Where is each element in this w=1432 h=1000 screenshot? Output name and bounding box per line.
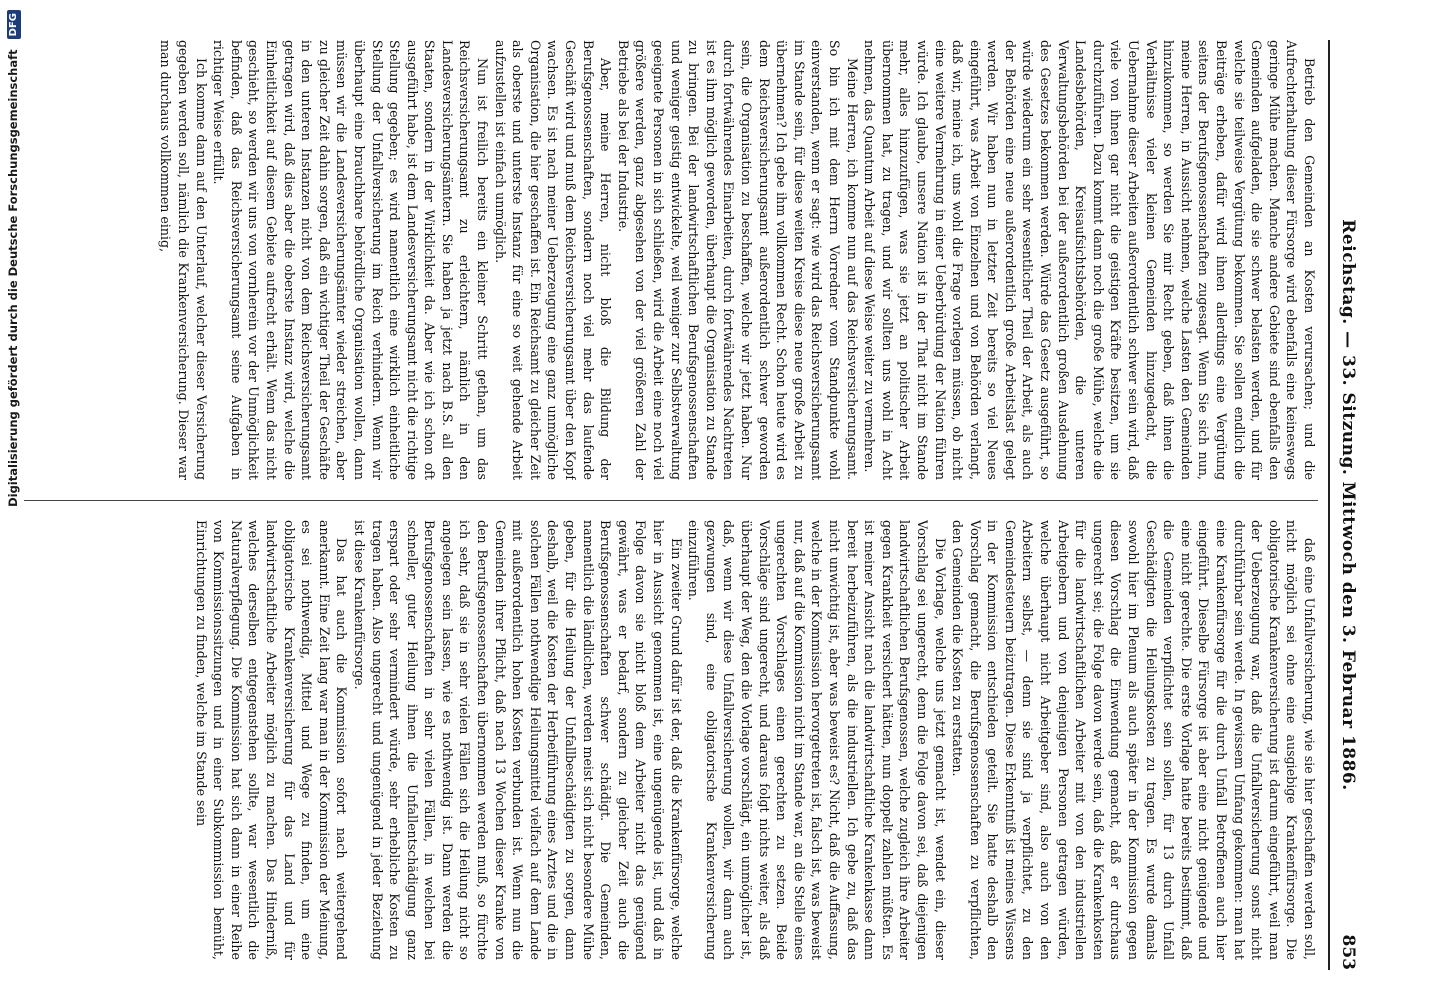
left-text-column — [18, 40, 1318, 480]
paragraph: Aber, meine Herren, nicht bloß die Bildung der Berufsgenossenschaften, sondern noch viel mehr das laufende Geschäft wird und muß dem Reichsversicherungsamt über den Kopf wachsen. Es ist nach meiner Ueberzeugung eine ganz unmögliche Organisation, die hier geschaffen ist. Ein Reichsamt zu gleicher Zeit als oberste und unterste Instanz für eine so weit gehende Arbeit aufzustellen ist einfach unmöglich. — [492, 40, 614, 480]
paragraph: Betrieb den Gemeinden an Kosten verursachen; und die Aufrechterhaltung dieser Fürsorge wird ebenfalls eine keineswegs geringe Mühe machen. Manche andere Gebiete sind ebenfalls den Gemeinden aufgeladen, die sie schwer belasten werden, und für welche sie teilweise Vergütung bekommen. Sie sollen endlich die Beiträge erheben, dafür wird ihnen allerdings eine Vergütung seitens der Berufsgenossenschaften zugesagt. Wenn Sie sich nun, meine Herren, in Aussicht nehmen, welche Lasten den Gemeinden hinzukommen, so werden Sie mir Recht geben, daß ihnen die Verhältnisse vieler kleinen Gemeinden hinzugedacht, die Uebernahme dieser Arbeiten außerordentlich schwer sein wird, daß viele von ihnen gar nicht die geistigen Kräfte besitzen, um sie durchzuführen. Dazu kommt dann noch die große Mühe, welche die Landesbehörden, Kreisaufsichtsbehörden, die unteren Verwaltungsbehörden bei der außerordentlich großen Ausdehnung des Gesetzes bekommen werden. Würde das Gesetz ausgeführt, so würde wiederum ein sehr wesentlicher Theil der Arbeit, als auch der Behörden eine neue außerordentlich große Arbeitslast gelegt werden. Wir haben nun in letzter Zeit bereits so viel Neues eingeführt, was Arbeit von Einzelnen und von Behörden verlangt, daß wir, meine ich, uns wohl die Frage vorlegen müssen, ob nicht eine weitere Vermehrung in einer Ueberbürdung der Nation führen würde. Ich glaube, unsere Nation ist in der That nicht im Stande mehr, alles hinzuzufügen, was sie jetzt an politischer Arbeit übernommen hat, zu tragen, und wir sollten uns wohl in Acht nehmen, das Quantum Arbeit auf diese Weise weiter zu vermehren. — [862, 40, 1317, 480]
credit-text-wrapper — [2, 0, 24, 1000]
paragraph: Die Vorlage, welche uns jetzt gemacht ist, wendet ein, dieser Vorschlag sei ungerecht, denn die Folge davon sei, daß diejenigen landwirtschaftlichen Berufsgenossen, welche zugleich ihre Arbeiter gegen Krankheit versichert hätten, nun doppelt zahlen müßten. Es ist meiner Ansicht nach die landwirtschaftliche Krankenkasse dann bereit herbeizuführen, als die industriellen. Ich gebe zu, daß das nicht unwichtig ist, aber was beweist es? Nicht, daß die Auffassung, welche in der Kommission hervorgetreten ist, falsch ist, was beweist nur, daß auf die Kommission nicht im Stande war, an die Stelle eines ungerechten Vorschlages einen gerechten zu setzen. Beide Vorschläge sind ungerecht, und daraus folgt nichts weiter, als daß überhaupt der Weg, den die Vorlage vorschlägt, ein unmöglicher ist, daß, wenn wir diese Unfallversicherung wollen, wir dann auch gezwungen sind, eine obligatorische Krankenversicherung einzuführen. — [686, 520, 948, 960]
page-number: 853 — [1338, 934, 1358, 970]
column-divider — [18, 500, 1318, 501]
paragraph: Das hat auch die Kommission sofort nach weitergehend anerkannt. Eine Zeit lang war man in der Kommission der Meinung, es sei nothwendig, Mittel und Wege zu finden, um eine obligatorische Krankenversicherung für das Land und für landwirtschaftliche Arbeiter möglich zu machen. Das Hinderniß, welches derselben entgegenstehen sollte, war wesentlich die Naturalverpflegung. Die Kommission hat sich dann in einer Reihe von Kommissionssitzungen und in einer Subkommission bemüht, Einrichtungen zu finden, welche im Stande sein — [193, 520, 350, 960]
paragraph: Ich komme dann auf den Unterlauf, welcher dieser Versicherung gegeben werden soll, nämlich die Krankenversicherung. Dieser war man durchaus vollkommen einig, — [158, 40, 209, 480]
right-text-column — [18, 520, 1318, 960]
page-header — [1328, 40, 1360, 970]
paragraph: Ein zweiter Grund dafür ist der, daß die Krankenfürsorge, welche hier in Aussicht genommen ist, eine ungenügende ist, und daß in Folge davon sie nicht bloß dem Arbeiter nicht das genügend gewährt, was er bedarf, sondern zu gleicher Zeit auch die Berufsgenossenschaften schwer schädigt. Die Gemeinden, namentlich die ländlichen, werden meist sich nicht besondere Mühe geben, für die Heilung der Unfallbeschädigten zu sorgen, dann deshalb, weil die Kosten der Herbeiführung eines Arztes und die in solchen Fällen nothwendige Heilungsmittel vielfach auf dem Lande mit außerordentlich hohen Kosten verbunden ist. Wenn nun die Gemeinden ihrer Pflicht, daß nach 13 Wochen dieser Kranke von den Berufsgenossenschaften übernommen werden muß, so fürchte ich sehr, daß sie in sehr vielen Fällen sich die Heilung nicht so angelegen sein lassen, wie es nothwendig ist. Dann werden die Berufsgenossenschaften in sehr vielen Fällen, in welchen bei schneller, guter Heilung ihnen die Unfallentschädigung ganz erspart oder sehr vermindert würde, sehr erhebliche Kosten zu tragen haben. Also ungerecht und ungenügend in jeder Beziehung ist diese Krankenfürsorge. — [351, 520, 684, 960]
credit-text: Digitalisierung gefördert durch die Deutsche Forschungsgemeinschaft — [6, 49, 20, 507]
paragraph: Meine Herren, ich komme nun auf das Reichsversicherungsamt. So bin ich mit dem Herrn Vorredner vom Standpunkte wohl einverstanden, wenn er sagt: wie wird das Reichsversicherungsamt im Stande sein, für diese weiten Kreise diese neue große Arbeit zu übernehmen? Ich gebe ihm vollkommen Recht. Schon heute wird es dem Reichsversicherungsamt außerordentlich schwer geworden sein, die Organisation zu beschaffen, welche wir jetzt haben. Nur durch fortwährendes Einarbeiten, durch fortwährendes Nachtreten ist es ihm möglich geworden, überhaupt die Organisation zu Stande zu bringen. Bei der landwirtschaftlichen Berufsgenossenschaften und weniger geistig entwickelte, weil weniger zur Selbstverwaltung geeignete Personen in sich schließen, wird die Arbeit eine noch viel größere werden, ganz abgesehen von der viel größeren Zahl der Betriebe als bei der Industrie. — [615, 40, 860, 480]
paragraph: Nun ist freilich bereits ein kleiner Schritt gethan, um das Reichsversicherungsamt zu erleichtern, nämlich in den Landesversicherungsämtern. Sie haben ja jetzt nach B.S. all den Staaten, sondern in der Wirklichkeit da. Aber wie ich schon oft ausgeführt habe, ist dem Landesversicherungsamt nicht die richtige Stellung gegeben; es wird namentlich eine wirklich einheitliche Stellung der Unfallversicherung im Reich verhindern. Wenn wir überhaupt eine brauchbare behördliche Organisation wollen, dann müssen wir die Landesversicherungsämter wieder streichen, aber zu gleicher Zeit dahin sorgen, daß ein wichtiger Theil der Geschäfte in den unteren Instanzen nicht von dem Reichsversicherungsamt getragen wird, daß dies aber die oberste Instanz wird, welche die Einheitlichkeit auf diesem Gebiete aufrecht erhält. Wenn das nicht geschieht, so werden wir uns von vornherein vor der Unmöglichkeit befinden, daß das Reichsversicherungsamt seine Aufgaben in richtiger Weise erfüllt. — [211, 40, 491, 480]
running-title: Reichstag. — 33. Sitzung. Mittwoch den 3. Februar 1886. — [1338, 219, 1358, 791]
dfg-logo: DFG — [7, 10, 21, 39]
digitization-credit-strip — [2, 0, 24, 1000]
paragraph: daß eine Unfallversicherung, wie sie hier geschaffen werden soll, nicht möglich sei ohne eine ausgiebige Krankenfürsorge. Die obligatorische Krankenversicherung ist darum eingeführt, weil man der Ueberzeugung war, daß die Unfallversicherung sonst nicht durchführbar sein werde. In gewissem Umfang gekommen: man hat eine Krankenfürsorge für die durch Unfall Betroffenen auch hier eingeführt. Dieselbe Fürsorge ist aber eine nicht genügende und eine nicht gerechte. Die erste Vorlage hatte bereits bestimmt, daß die Gemeinden verpflichtet sein sollen, für 13 durch Unfall Geschädigten die Heilungskosten zu tragen. Es wurde damals sowohl hier im Plenum als auch später in der Kommission gegen diesen Vorschlag die Einwendung gemacht, daß er durchaus ungerecht sei; die Folge davon werde sein, daß die Krankenkosten für die landwirtschaftlichen Arbeiter mit von den industriellen Arbeitgebern und von denjenigen Personen getragen würden, welche überhaupt nicht Arbeitgeber sind, also auch von den Arbeitern selbst, — denn sie sind ja verpflichtet, zu den Gemeindesteuern beizutragen. Diese Erkenntniß ist meines Wissens in der Kommission entschieden geteilt. Sie hatte deshalb den Vorschlag gemacht, die Berufsgenossenschaften zu verpflichten, den Gemeinden die Kosten zu erstatten. — [950, 520, 1317, 960]
